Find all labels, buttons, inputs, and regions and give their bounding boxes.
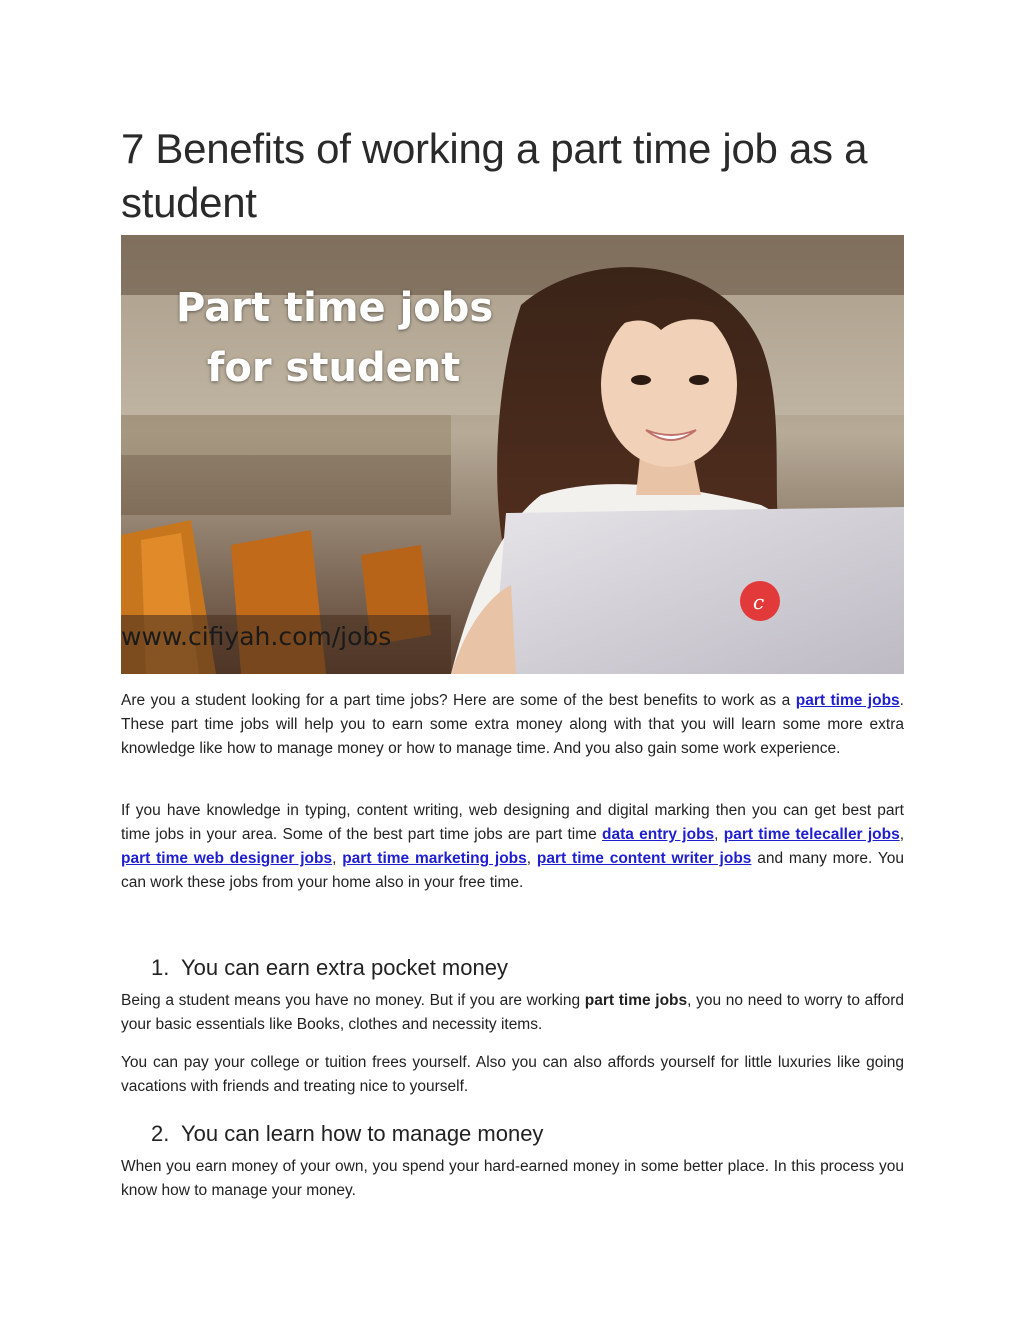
section1-text-a: Being a student means you have no money. But if you are working xyxy=(121,992,585,1009)
marketing-jobs-link[interactable]: part time marketing jobs xyxy=(342,850,527,867)
hero-heading-line1: Part time jobs xyxy=(176,285,494,331)
intro-paragraph xyxy=(121,689,904,761)
hero-watermark-url: www.cifiyah.com/jobs xyxy=(121,622,392,651)
web-designer-jobs-link[interactable]: part time web designer jobs xyxy=(121,850,333,867)
jobs-text-a: If you have knowledge in typing, content writing, web designing and digital marking then you can get best part time jobs in your area. Some of the best part time jobs are part time xyxy=(121,802,904,843)
hero-image xyxy=(121,235,904,674)
separator: , xyxy=(899,826,905,843)
page-title: 7 Benefits of working a part time job as a student xyxy=(121,125,868,226)
section1-paragraph2: You can pay your college or tuition frees yourself. Also you can also affords yourself for little luxuries like going vacations with friends and treating nice to yourself. xyxy=(121,1054,904,1095)
part-time-jobs-link[interactable]: part time jobs xyxy=(795,692,900,709)
section1-bold-text: part time jobs xyxy=(584,992,688,1009)
separator: , xyxy=(526,850,537,867)
section1-paragraph1 xyxy=(121,989,904,1037)
section1-heading-text: You can earn extra pocket money xyxy=(181,955,508,980)
hero-heading-line2: for student xyxy=(207,345,461,391)
intro-text-a: Are you a student looking for a part time jobs? Here are some of the best benefits to work as a xyxy=(121,692,796,709)
data-entry-jobs-link[interactable]: data entry jobs xyxy=(602,826,715,843)
section2-heading-text: You can learn how to manage money xyxy=(181,1121,544,1146)
section1-heading xyxy=(151,955,508,981)
jobs-text-b: and many more. You can work these jobs from your home also in your free time. xyxy=(121,850,904,891)
intro-text-b: . These part time jobs will help you to earn some extra money along with that you will learn some more extra knowledge like how to manage money or how to manage time. And you also gain some work experience. xyxy=(121,692,904,757)
jobs-paragraph xyxy=(121,799,904,895)
separator: , xyxy=(714,826,724,843)
telecaller-jobs-link[interactable]: part time telecaller jobs xyxy=(723,826,900,843)
section2-paragraph1: When you earn money of your own, you spend your hard-earned money in some better place. In this process you know how to manage your money. xyxy=(121,1158,904,1199)
content-writer-jobs-link[interactable]: part time content writer jobs xyxy=(536,850,752,867)
separator: , xyxy=(332,850,343,867)
section2-heading xyxy=(151,1121,543,1147)
svg-text:c: c xyxy=(753,590,765,614)
section2-number: 2. xyxy=(151,1121,170,1146)
section1-text-b: , you no need to worry to afford your basic essentials like Books, clothes and necessity items. xyxy=(121,992,904,1033)
section1-number: 1. xyxy=(151,955,170,980)
